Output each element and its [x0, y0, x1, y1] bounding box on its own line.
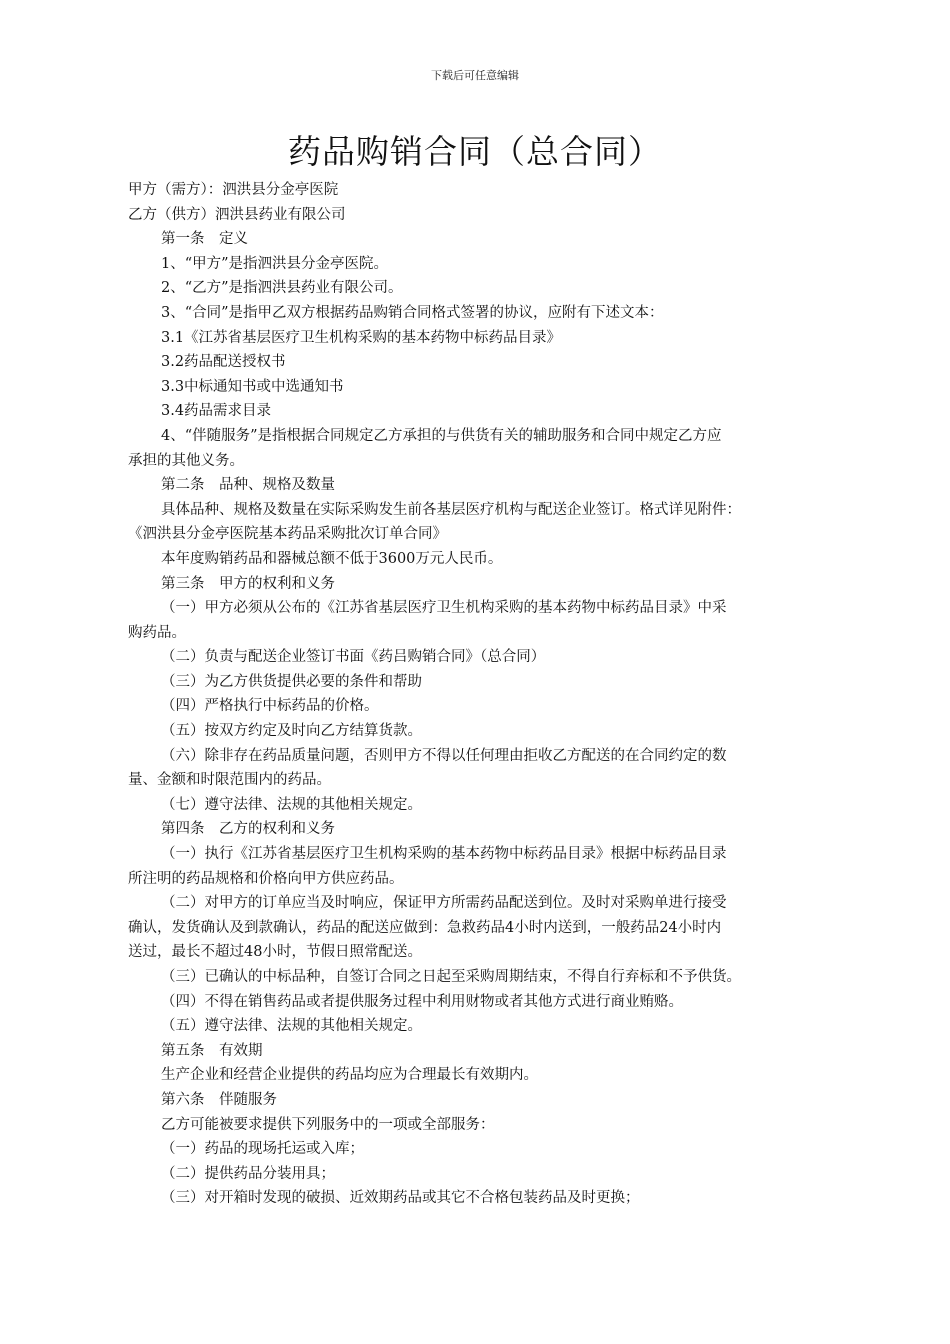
contract-line: 承担的其他义务。 — [128, 452, 244, 469]
document-title: 药品购销合同（总合同） — [288, 132, 662, 171]
contract-line: 3.3中标通知书或中选通知书 — [161, 378, 344, 395]
contract-line: 所注明的药品规格和价格向甲方供应药品。 — [128, 870, 404, 887]
contract-line: 送过，最长不超过48小时，节假日照常配送。 — [128, 944, 422, 961]
contract-line: （四）不得在销售药品或者提供服务过程中利用财物或者其他方式进行商业贿赂。 — [161, 993, 683, 1010]
party-b-line: 乙方（供方）泗洪县药业有限公司 — [128, 206, 346, 223]
party-a-line: 甲方（需方）：泗洪县分金亭医院 — [128, 182, 339, 198]
contract-line: （四）严格执行中标药品的价格。 — [161, 698, 379, 715]
contract-body — [128, 178, 828, 1211]
contract-line: 3.2药品配送授权书 — [161, 354, 286, 371]
contract-line: 2、“乙方”是指泗洪县药业有限公司。 — [161, 280, 403, 297]
contract-line: 确认，发货确认及到款确认，药品的配送应做到：急救药品4小时内送到，一般药品24小时内 — [128, 919, 722, 936]
contract-line: 第五条 有效期 — [161, 1042, 263, 1059]
contract-line: 3、“合同”是指甲乙双方根据药品购销合同格式签署的协议，应附有下述文本： — [161, 304, 664, 321]
contract-line: 第二条 品种、规格及数量 — [161, 477, 335, 494]
contract-line: 乙方可能被要求提供下列服务中的一项或全部服务： — [161, 1116, 495, 1133]
contract-line: （五）按双方约定及时向乙方结算货款。 — [161, 723, 422, 740]
contract-line: 第四条 乙方的权利和义务 — [161, 821, 335, 838]
contract-line: 3.1《江苏省基层医疗卫生机构采购的基本药物中标药品目录》 — [161, 329, 562, 346]
contract-line: （二）负责与配送企业签订书面《药吕购销合同》（总合同） — [161, 649, 546, 666]
contract-line: 第一条 定义 — [161, 231, 248, 248]
contract-line: （三）为乙方供货提供必要的条件和帮助 — [161, 673, 422, 690]
contract-line: 生产企业和经营企业提供的药品均应为合理最长有效期内。 — [161, 1067, 538, 1084]
contract-line: 3.4药品需求目录 — [161, 403, 272, 420]
contract-line: 4、“伴随服务”是指根据合同规定乙方承担的与供货有关的辅助服务和合同中规定乙方应 — [161, 427, 722, 444]
contract-line: 《泗洪县分金亭医院基本药品采购批次订单合同》 — [128, 526, 447, 543]
contract-line: （三）已确认的中标品种，自签订合同之日起至采购周期结束，不得自行弃标和不予供货。 — [161, 969, 741, 985]
contract-line: 量、金额和时限范围内的药品。 — [128, 772, 331, 789]
contract-line: （五）遵守法律、法规的其他相关规定。 — [161, 1018, 422, 1035]
contract-line: （二）提供药品分装用具； — [161, 1165, 335, 1182]
contract-line: （七）遵守法律、法规的其他相关规定。 — [161, 796, 422, 813]
contract-line: （二）对甲方的订单应当及时响应，保证甲方所需药品配送到位。及时对采购单进行接受 — [161, 895, 727, 912]
contract-line: 具体品种、规格及数量在实际采购发生前各基层医疗机构与配送企业签订。格式详见附件： — [161, 501, 741, 518]
contract-line: 第六条 伴随服务 — [161, 1091, 277, 1108]
contract-line: 本年度购销药品和器械总额不低于3600万元人民币。 — [161, 550, 503, 567]
header-note: 下载后可任意编辑 — [431, 69, 519, 82]
contract-line: （一）甲方必须从公布的《江苏省基层医疗卫生机构采购的基本药物中标药品目录》中采 — [161, 600, 727, 617]
contract-line: 1、“甲方”是指泗洪县分金亭医院。 — [161, 255, 389, 272]
contract-line: （三）对开箱时发现的破损、近效期药品或其它不合格包装药品及时更换； — [161, 1190, 640, 1207]
contract-line: （一）执行《江苏省基层医疗卫生机构采购的基本药物中标药品目录》根据中标药品目录 — [161, 846, 727, 863]
contract-line: 购药品。 — [128, 624, 186, 641]
contract-line: （六）除非存在药品质量问题，否则甲方不得以任何理由拒收乙方配送的在合同约定的数 — [161, 747, 727, 764]
contract-line: 第三条 甲方的权利和义务 — [161, 575, 335, 592]
contract-line: （一）药品的现场托运或入库； — [161, 1141, 364, 1158]
